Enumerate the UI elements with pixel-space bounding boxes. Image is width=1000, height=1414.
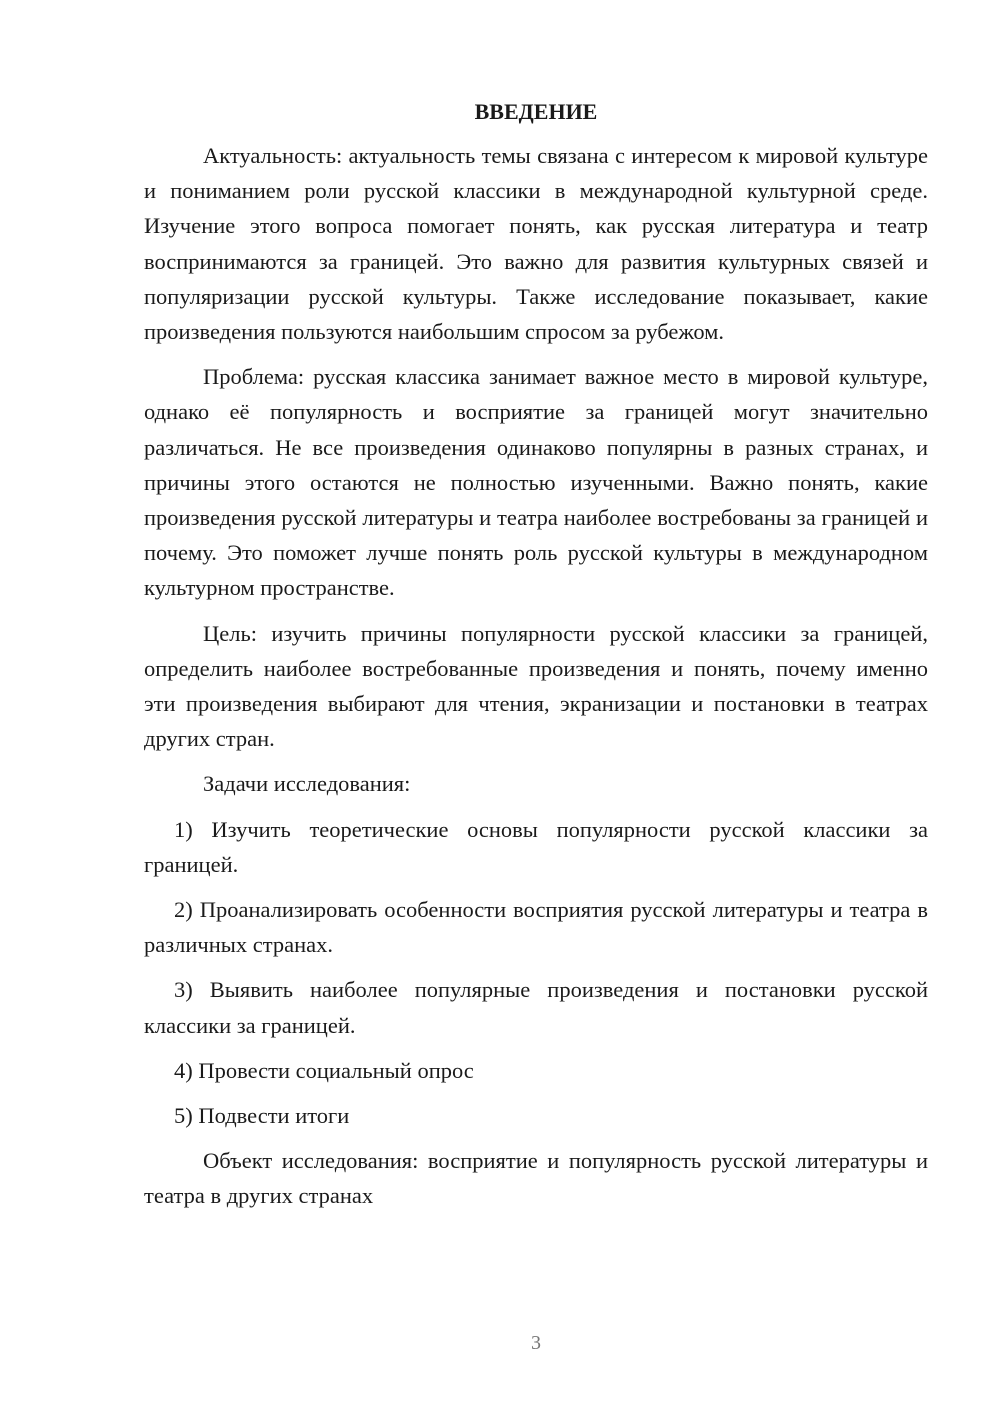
task-item-1: 1) Изучить теоретические основы популярности русской классики за границей.	[144, 816, 928, 877]
page-content	[144, 94, 928, 1224]
page-number: 3	[531, 1332, 541, 1354]
paragraph-problem: Проблема: русская классика занимает важное место в мировой культуре, однако её популярность и восприятие за границей могут значительно различаться. Не все произведения одинаково популярны в разных странах, и причины этого остаются не полностью изученными. Важно понять, какие произведения русской литературы и театра наиболее востребованы за границей и почему. Это поможет лучше понять роль русской культуры в международном культурном пространстве.	[144, 364, 928, 601]
page-title: ВВЕДЕНИЕ	[474, 99, 598, 124]
task-item-2: 2) Проанализировать особенности восприятия русской литературы и театра в различных странах.	[144, 897, 928, 958]
task-item-4: 4) Провести социальный опрос	[174, 1057, 474, 1083]
paragraph-object: Объект исследования: восприятие и популярность русской литературы и театра в других странах	[144, 1148, 928, 1209]
task-item-3: 3) Выявить наиболее популярные произведения и постановки русской классики за границей.	[144, 977, 928, 1038]
paragraph-goal: Цель: изучить причины популярности русской классики за границей, определить наиболее востребованные произведения и понять, почему именно эти произведения выбирают для чтения, экранизации и постановки в театрах других стран.	[144, 620, 928, 752]
tasks-heading: Задачи исследования:	[203, 771, 411, 797]
task-item-5: 5) Подвести итоги	[174, 1103, 350, 1129]
paragraph-relevance: Актуальность: актуальность темы связана с интересом к мировой культуре и пониманием роли русской классики в международной культурной среде. Изучение этого вопроса помогает понять, как русская литература и театр воспринимаются за границей. Это важно для развития культурных связей и популяризации русской культуры. Также исследование показывает, какие произведения пользуются наибольшим спросом за рубежом.	[144, 143, 928, 345]
